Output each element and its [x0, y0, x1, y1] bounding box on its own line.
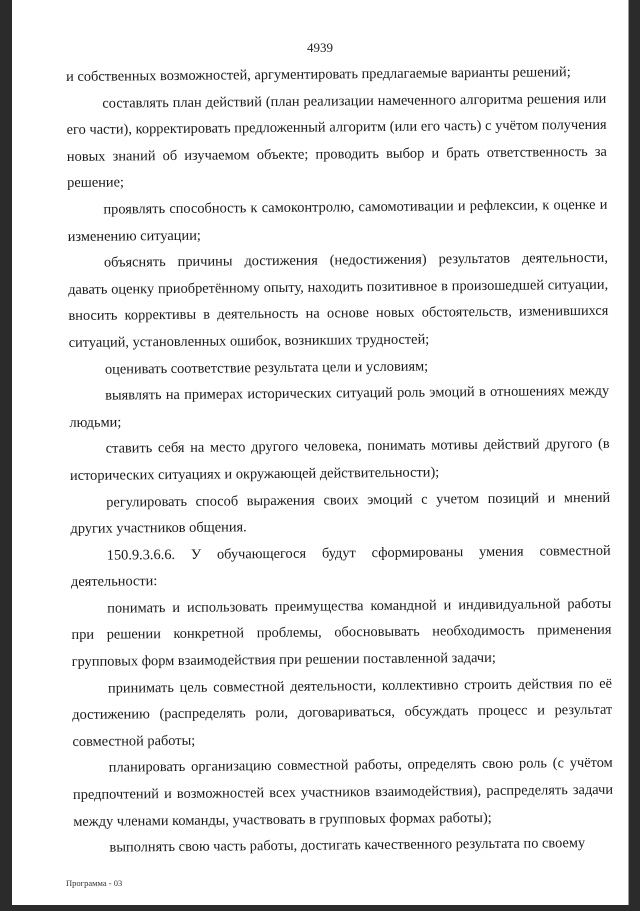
footer-label: Программа - 03	[66, 878, 123, 888]
section-heading-paragraph: 150.9.3.6.6. У обучающегося будут сформированы умения совместной деятельности:	[70, 542, 611, 591]
document-body	[66, 59, 614, 862]
paragraph-12: планировать организацию совместной работы, определять свою роль (с учётом предпочтений и возможностей всех участников взаимодействия), распределять задачи между членами команды, участвовать в групповых формах работы);	[72, 755, 614, 830]
paragraph-11: принимать цель совместной деятельности, коллективно строить действия по её достижению (распределять роли, договариваться, обсуждать процесс и результат совместной работы;	[72, 675, 613, 750]
page-number: 4939	[307, 40, 333, 55]
paragraph-7: ставить себя на место другого человека, понимать мотивы действий другого (в исторических ситуациях и окружающей действительности);	[69, 436, 610, 484]
paragraph-10: понимать и использовать преимущества командной и индивидуальной работы при решении конкретной проблемы, обосновывать необходимость применения групповых форм взаимодействия при решении поставленной задачи;	[71, 595, 612, 671]
paragraph-6: выявлять на примерах исторических ситуаций роль эмоций в отношениях между людьми;	[69, 382, 610, 431]
paragraph-4: объяснять причины достижения (недостижения) результатов деятельности, давать оценку приобретённому опыту, находить позитивное в произошедшей ситуации, вносить коррективы в деятельность на основе новых обстоятельств, изменившихся ситуаций, установленных ошибок, возникших трудностей;	[68, 249, 609, 351]
paragraph-5: оценивать соответствие результата цели и условиям;	[104, 358, 429, 378]
paragraph-13: выполнять свою часть работы, достигать качественного результата по своему	[109, 835, 586, 856]
paragraph-2: составлять план действий (план реализации намеченного алгоритма решения или его части), корректировать предложенный алгоритм (или его часть) с учётом получения новых знаний об изучаемом объекте; проводить выбор и брать ответственность за решение;	[66, 90, 607, 192]
paragraph-8: регулировать способ выражения своих эмоций с учетом позиций и мнений других участников общения.	[70, 489, 611, 538]
paragraph-1: и собственных возможностей, аргументировать предлагаемые варианты решений;	[66, 64, 571, 85]
paragraph-3: проявлять способность к самоконтролю, самомотивации и рефлексии, к оценке и изменению ситуации;	[67, 196, 608, 245]
